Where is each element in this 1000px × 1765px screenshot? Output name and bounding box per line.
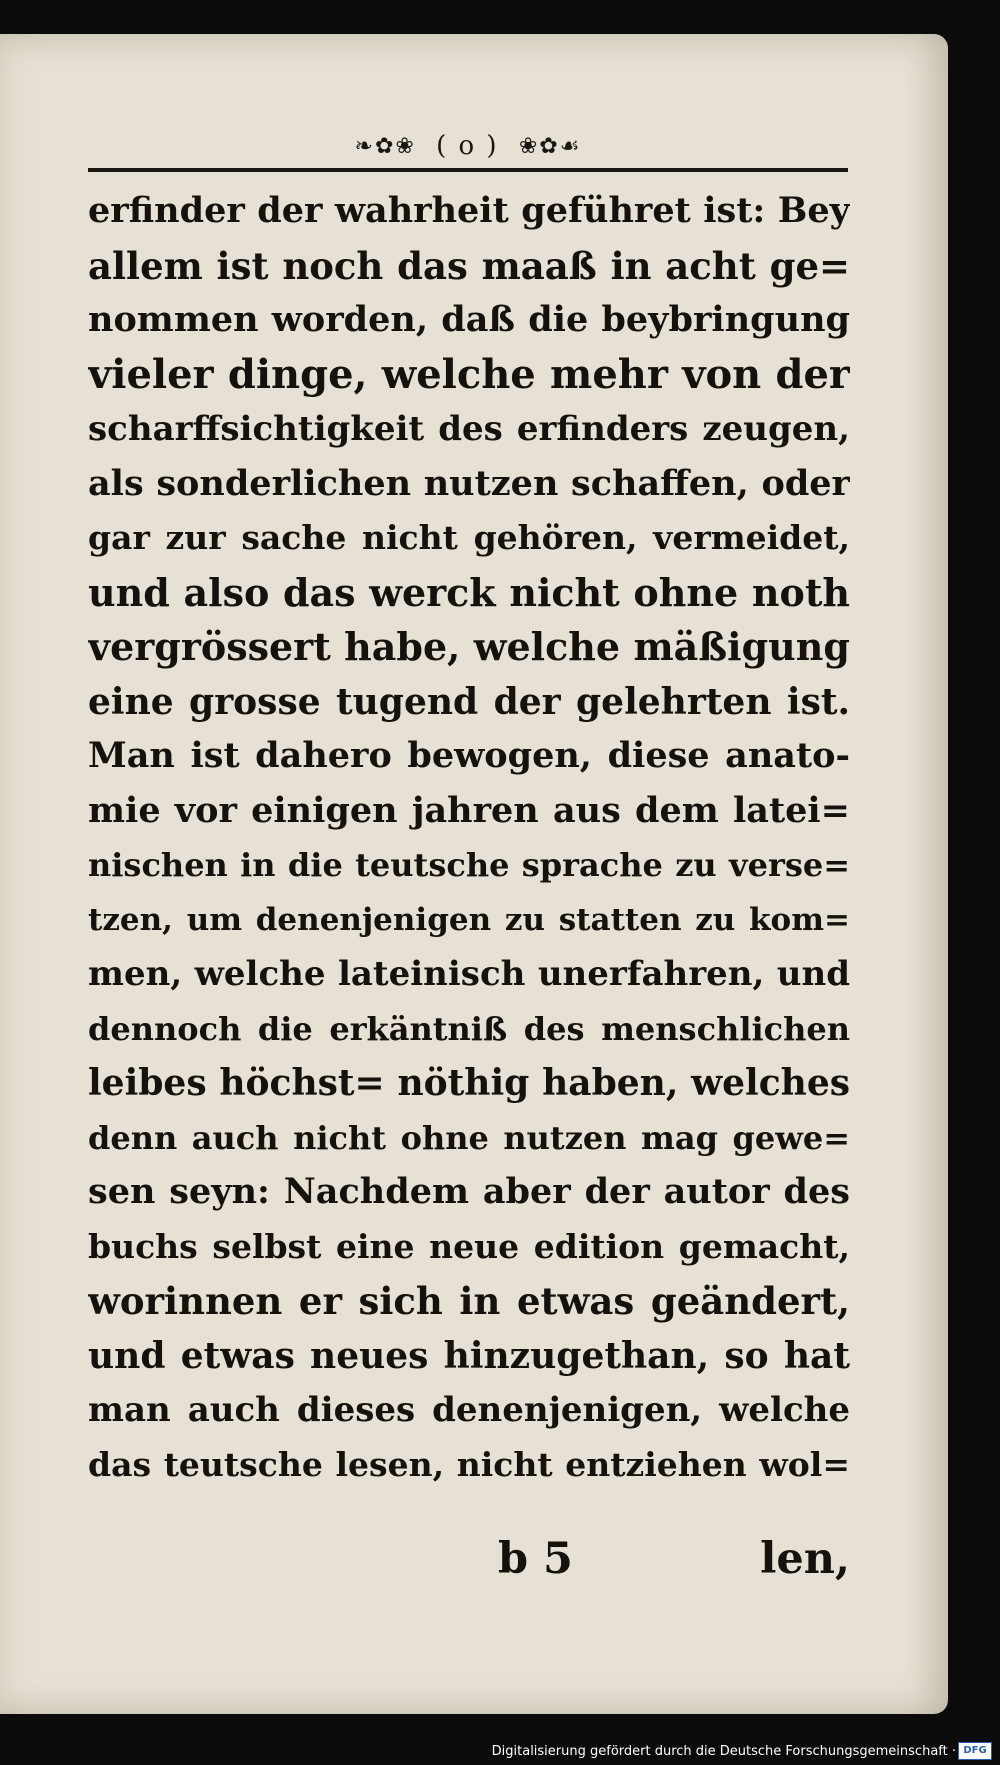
text-line: tzen, um denenjenigen zu statten zu kom= (88, 901, 850, 938)
catchword: len, (760, 1534, 850, 1584)
text-line: und etwas neues hinzugethan, so hat (88, 1334, 850, 1377)
text-line: men, welche lateinisch unerfahren, und (88, 954, 850, 994)
text-line: sen seyn: Nachdem aber der autor des (88, 1171, 850, 1212)
text-line: worinnen er sich in etwas geändert, (88, 1279, 850, 1323)
text-line: allem ist noch das maaß in acht ge= (88, 243, 850, 288)
text-line: mie vor einigen jahren aus dem latei= (88, 789, 850, 831)
text-line: erfinder der wahrheit geführet ist: Bey (88, 190, 850, 231)
header-ornament-row (88, 130, 848, 161)
text-line: und also das werck nicht ohne noth (88, 569, 850, 615)
text-line: dennoch die erkäntniß des menschlichen (88, 1009, 850, 1048)
text-line: vergrössert habe, welche mäßigung (88, 624, 850, 669)
text-line: buchs selbst eine neue edition gemacht, (88, 1226, 850, 1266)
page-header (88, 130, 848, 174)
body-text (88, 184, 850, 1492)
header-signature: ( o ) (436, 131, 499, 161)
text-line: nischen in die teutsche sprache zu verse= (88, 846, 850, 884)
text-line: Man ist dahero bewogen, diese anato- (88, 735, 850, 776)
text-line: denn auch nicht ohne nutzen mag gewe= (88, 1118, 850, 1157)
text-line: nommen worden, daß die beybringung (88, 299, 850, 340)
text-line: das teutsche lesen, nicht entziehen wol= (88, 1444, 850, 1484)
signature-mark: b 5 (498, 1534, 573, 1584)
left-ornament-icon: ❧✿❀ (354, 133, 416, 159)
dfg-logo-icon: DFG (958, 1742, 992, 1760)
text-line: vieler dinge, welche mehr von der (88, 350, 850, 398)
page-footer (88, 1534, 850, 1594)
text-line: leibes höchst= nöthig haben, welches (88, 1062, 850, 1104)
right-ornament-icon: ❀✿☙ (518, 133, 582, 159)
text-line: scharffsichtigkeit des erfinders zeugen, (88, 409, 850, 449)
text-line: eine grosse tugend der gelehrten ist. (88, 680, 850, 723)
text-line: man auch dieses denenjenigen, welche (88, 1390, 850, 1430)
digitization-credit: Digitalisierung gefördert durch die Deutsche Forschungsgemeinschaft · (491, 1744, 956, 1759)
book-page (0, 34, 948, 1714)
credit-bar (0, 1735, 1000, 1765)
text-line: als sonderlichen nutzen schaffen, oder (88, 462, 850, 504)
header-rule (88, 168, 848, 172)
text-line: gar zur sache nicht gehören, vermeidet, (88, 518, 850, 557)
